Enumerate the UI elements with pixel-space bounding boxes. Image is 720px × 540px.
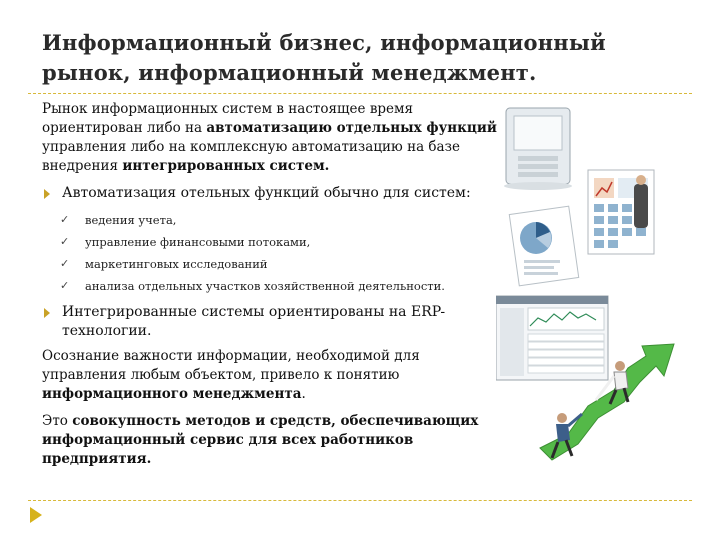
bullet-triangle-icon [44, 308, 50, 318]
check-list-text: ведения учета, [85, 213, 177, 227]
check-list [42, 209, 502, 297]
text-run: . [301, 386, 306, 402]
server-illustration [504, 108, 572, 190]
illustrations [496, 100, 696, 470]
bold-run: совокупность методов и средств, обеспечивающих информационный сервис для всех работников предприятия. [42, 413, 479, 467]
text-run: Это [42, 413, 73, 429]
slide-body [42, 100, 502, 477]
bullet-text: Интегрированные системы ориентированы на ERP-технологии. [62, 304, 446, 339]
text-run: управления либо на комплексную автоматизацию на базе внедрения [42, 139, 460, 174]
bold-run: информационного менеджмента [42, 386, 302, 402]
bold-run: интегрированных систем. [122, 158, 330, 174]
check-list-text: анализа отдельных участков хозяйственной деятельности. [85, 279, 445, 293]
check-icon: ✓ [60, 257, 70, 270]
check-list-item [60, 253, 502, 275]
bullet-erp [42, 303, 502, 341]
check-list-item [60, 275, 502, 297]
paragraph-definition [42, 412, 502, 469]
check-icon: ✓ [60, 279, 70, 292]
slide-title: Информационный бизнес, информационный рынок, информационный менеджмент. [42, 30, 606, 85]
bullet-text: Автоматизация отельных функций обычно для систем: [62, 185, 471, 201]
charts-illustration [588, 170, 654, 254]
bullet-triangle-icon [44, 189, 50, 199]
paragraph-market [42, 100, 502, 176]
pie-chart-document-illustration [509, 206, 578, 286]
check-icon: ✓ [60, 213, 70, 226]
check-list-text: управление финансовыми потоками, [85, 235, 311, 249]
check-icon: ✓ [60, 235, 70, 248]
check-list-item [60, 209, 502, 231]
text-run: Рынок информационных систем в настоящее время ориентирован либо на [42, 101, 414, 136]
check-list-item [60, 231, 502, 253]
bold-run: автоматизацию отдельных функций [206, 120, 497, 136]
bottom-divider [28, 500, 692, 501]
check-list-text: маркетинговых исследований [85, 257, 268, 271]
software-window-illustration [496, 296, 608, 380]
bullet-automation [42, 184, 502, 203]
paragraph-awareness [42, 347, 502, 404]
text-run: Осознание важности информации, необходимой для управления любым объектом, привело к понятию [42, 348, 420, 383]
top-divider [28, 93, 692, 94]
slide-corner-triangle-icon [30, 507, 42, 523]
